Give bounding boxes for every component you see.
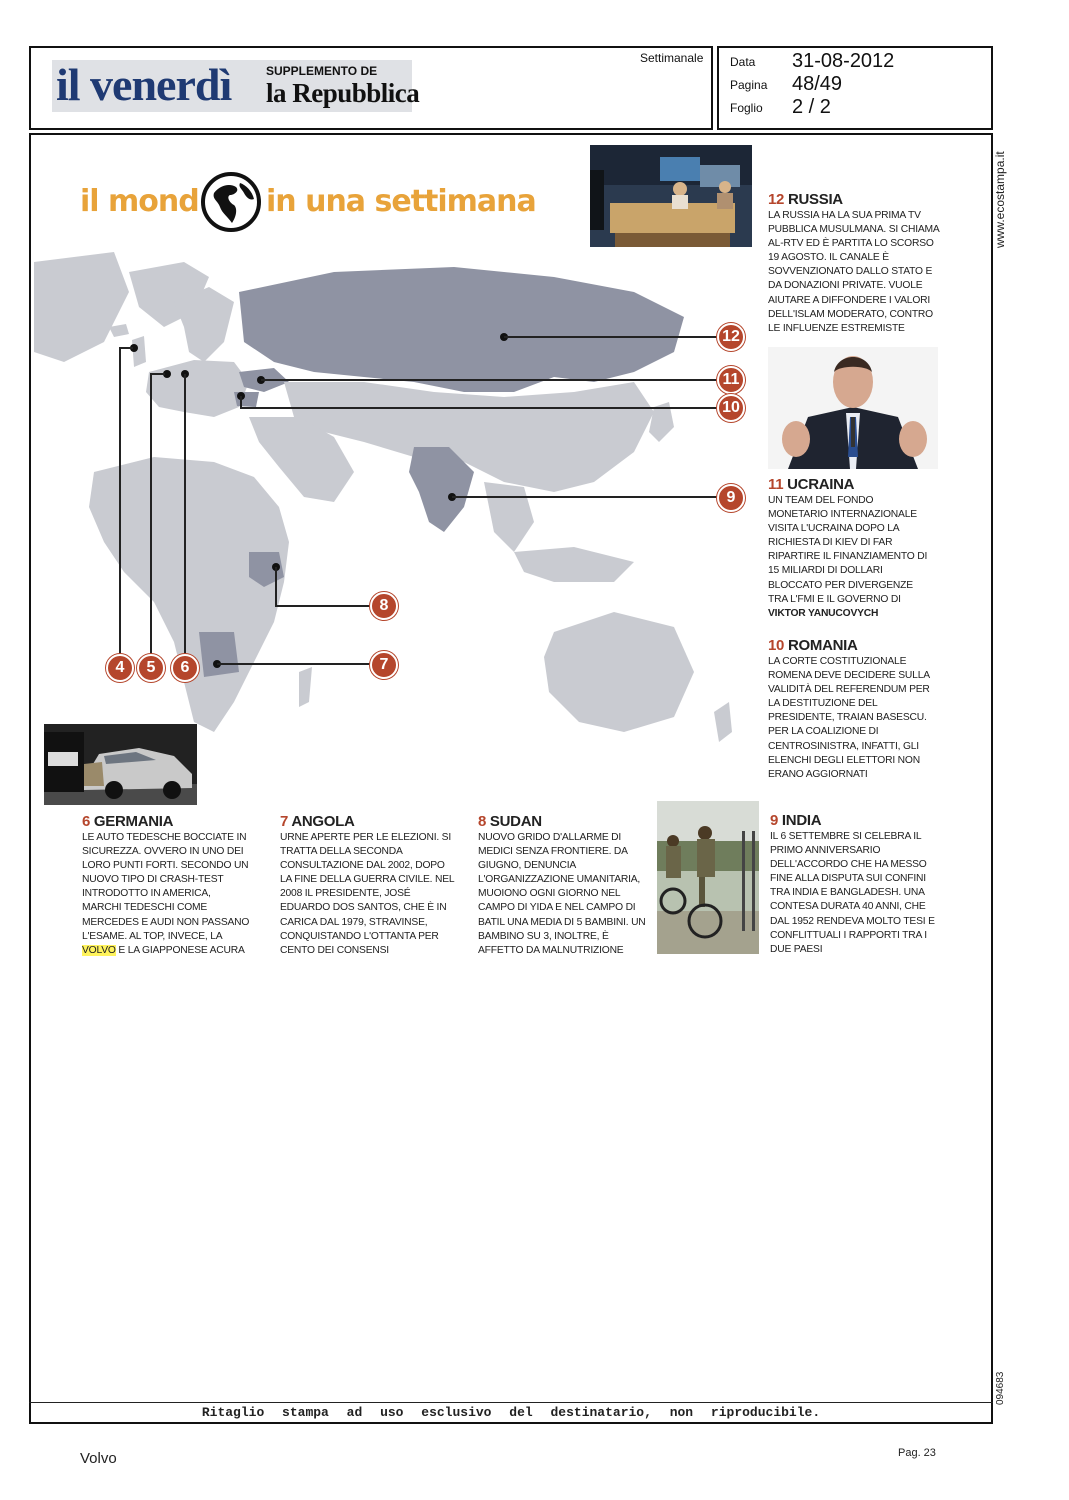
article-germania-name: GERMANIA [93,813,174,830]
marker-8: 8 [370,592,398,620]
article-germania-text: LE AUTO TEDESCHE BOCCIATE IN SICUREZZA. OVVERO IN UNO DEI LORO PUNTI FORTI. SECONDO UN NUOVO TIPO DI CRASH-TEST INTRODOTTO IN AMERICA, MARCHI TEDESCHI COME MERCEDES E AUDI NON PASSANO L'ESAME. AL TOP, INVECE, LA [82,832,250,942]
article-sudan-number: 8 [478,813,487,830]
footer-page: Pag. 23 [898,1447,936,1459]
meta-value-date: 31-08-2012 [792,50,895,72]
connector-5-v [150,373,152,655]
connector-6-v [184,374,186,655]
meta-value-page: 48/49 [792,73,843,95]
marker-11: 11 [717,366,745,394]
frequency-label: Settimanale [640,51,704,65]
article-germania-tail: E LA GIAPPONESE ACURA [118,944,245,956]
footer-keyword: Volvo [80,1450,117,1467]
article-russia-body: LA RUSSIA HA LA SUA PRIMA TV PUBBLICA MUSULMANA. SI CHIAMA AL-RTV ED È PARTITA LO SCORSO 19 AGOSTO. IL CANALE È SOVVENZIONATO DALLO STATO E DA DONAZIONI PRIVATE. VUOLE AIUTARE A DIFFONDERE I VALORI DELL'ISLAM MODERATO, CONTRO LE INFLUENZE ESTREMISTE [768,210,940,334]
connector-5-h [150,373,165,375]
article-ucraina-heading [768,476,854,493]
logo-paper: la Repubblica [266,78,420,108]
article-ucraina-bold: VIKTOR YANUCOVYCH [768,607,879,619]
meta-label-page: Pagina [730,78,768,92]
article-angola-number: 7 [280,813,289,830]
connector-4-v [119,347,121,655]
side-url: www.ecostampa.it [993,151,1007,248]
meta-label-date: Data [730,55,756,69]
article-india-heading [770,812,821,829]
article-ucraina-text: UN TEAM DEL FONDO MONETARIO INTERNAZIONALE VISITA L'UCRAINA DOPO LA RICHIESTA DI KIEV DI FAR RIPARTIRE IL FINANZIAMENTO DI 15 MILIARDI DI DOLLARI BLOCCATO PER DIVERGENZE TRA L'FMI E IL GOVERNO DI [768,495,928,605]
article-ucraina-number: 11 [768,476,784,493]
connector-ucraina [261,379,718,381]
article-ucraina-name: UCRAINA [787,476,855,493]
connector-angola [217,663,371,665]
title-part1: il mond [80,184,199,219]
logo-supplement: SUPPLEMENTO DE [266,64,378,78]
article-germania-body [82,831,252,958]
article-angola-heading [280,813,355,830]
connector-4-h [119,347,133,349]
article-india-body: IL 6 SETTEMBRE SI CELEBRA IL PRIMO ANNIVERSARIO DELL'ACCORDO CHE HA MESSO FINE ALLA DISPUTA SUI CONFINI TRA INDIA E BANGLADESH. UNA CONTESA DURATA 40 ANNI, CHE DAL 1952 RENDEVA MOLTO TESI E CONFLITTUALI I RAPPORTI TRA I DUE PAESI [770,831,935,955]
article-russia-name: RUSSIA [787,191,843,208]
article-germania-highlight: VOLVO [82,944,116,956]
side-code: 094683 [995,1371,1006,1405]
connector-russia [504,336,718,338]
connector-sudan-h [275,605,371,607]
marker-9: 9 [717,484,745,512]
connector-india [452,496,718,498]
article-angola-body: URNE APERTE PER LE ELEZIONI. SI TRATTA DELLA SECONDA CONSULTAZIONE DAL 2002, DOPO LA FINE DELLA GUERRA CIVILE. NEL 2008 IL PRESIDENTE, JOSÉ EDUARDO DOS SANTOS, CHE È IN CARICA DAL 1979, STRAVINSE, CONQUISTANDO L'OTTANTA PER CENTO DEI CONSENSI [280,832,455,956]
marker-4: 4 [106,654,134,682]
marker-10: 10 [717,394,745,422]
article-russia-number: 12 [768,191,785,208]
article-sudan-heading [478,813,542,830]
article-india-number: 9 [770,812,779,829]
photo-yanukovych [768,347,938,469]
marker-6: 6 [171,654,199,682]
photo-india-border-patrol [657,801,759,954]
article-angola-name: ANGOLA [291,813,355,830]
article-germania-heading [82,813,173,830]
article-india-name: INDIA [781,812,822,829]
photo-russia-tv-studio [590,145,752,247]
meta-value-sheet: 2 / 2 [792,96,831,118]
article-romania-heading [768,637,858,654]
article-romania-body: LA CORTE COSTITUZIONALE ROMENA DEVE DECIDERE SULLA VALIDITÀ DEL REFERENDUM PER LA DESTITUZIONE DEL PRESIDENTE, TRAIAN BASESCU. PER LA COALIZIONE DI CENTROSINISTRA, INFATTI, GLI ELENCHI DEGLI ELETTORI NON ERANO AGGIORNATI [768,656,930,780]
globe-icon [200,171,262,233]
photo-crash-test [44,724,197,805]
article-sudan-name: SUDAN [489,813,542,830]
article-romania-name: ROMANIA [787,637,858,654]
article-romania-number: 10 [768,637,785,654]
logo-main: il venerdì [56,59,232,110]
world-map [34,232,734,802]
article-russia-heading [768,191,843,208]
title-part2: in una settimana [266,184,536,219]
article-germania-number: 6 [82,813,91,830]
connector-sudan-v [275,567,277,606]
marker-7: 7 [370,651,398,679]
marker-5: 5 [137,654,165,682]
marker-12: 12 [717,323,745,351]
article-ucraina-body [768,494,930,621]
article-sudan-body: NUOVO GRIDO D'ALLARME DI MEDICI SENZA FRONTIERE. DA GIUGNO, DENUNCIA L'ORGANIZZAZIONE UMANITARIA, MUOIONO OGNI GIORNO NEL CAMPO DI YIDA E NEL CAMPO DI BATIL UNA MEDIA DI 5 BAMBINI. UN BAMBINO SU 3, INOLTRE, È AFFETTO DA MALNUTRIZIONE [478,832,646,956]
meta-label-sheet: Foglio [730,101,763,115]
footer-note: Ritaglio stampa ad uso esclusivo del destinatario, non riproducibile. [201,1405,821,1420]
footer-divider [29,1402,993,1403]
connector-romania-h [240,407,718,409]
